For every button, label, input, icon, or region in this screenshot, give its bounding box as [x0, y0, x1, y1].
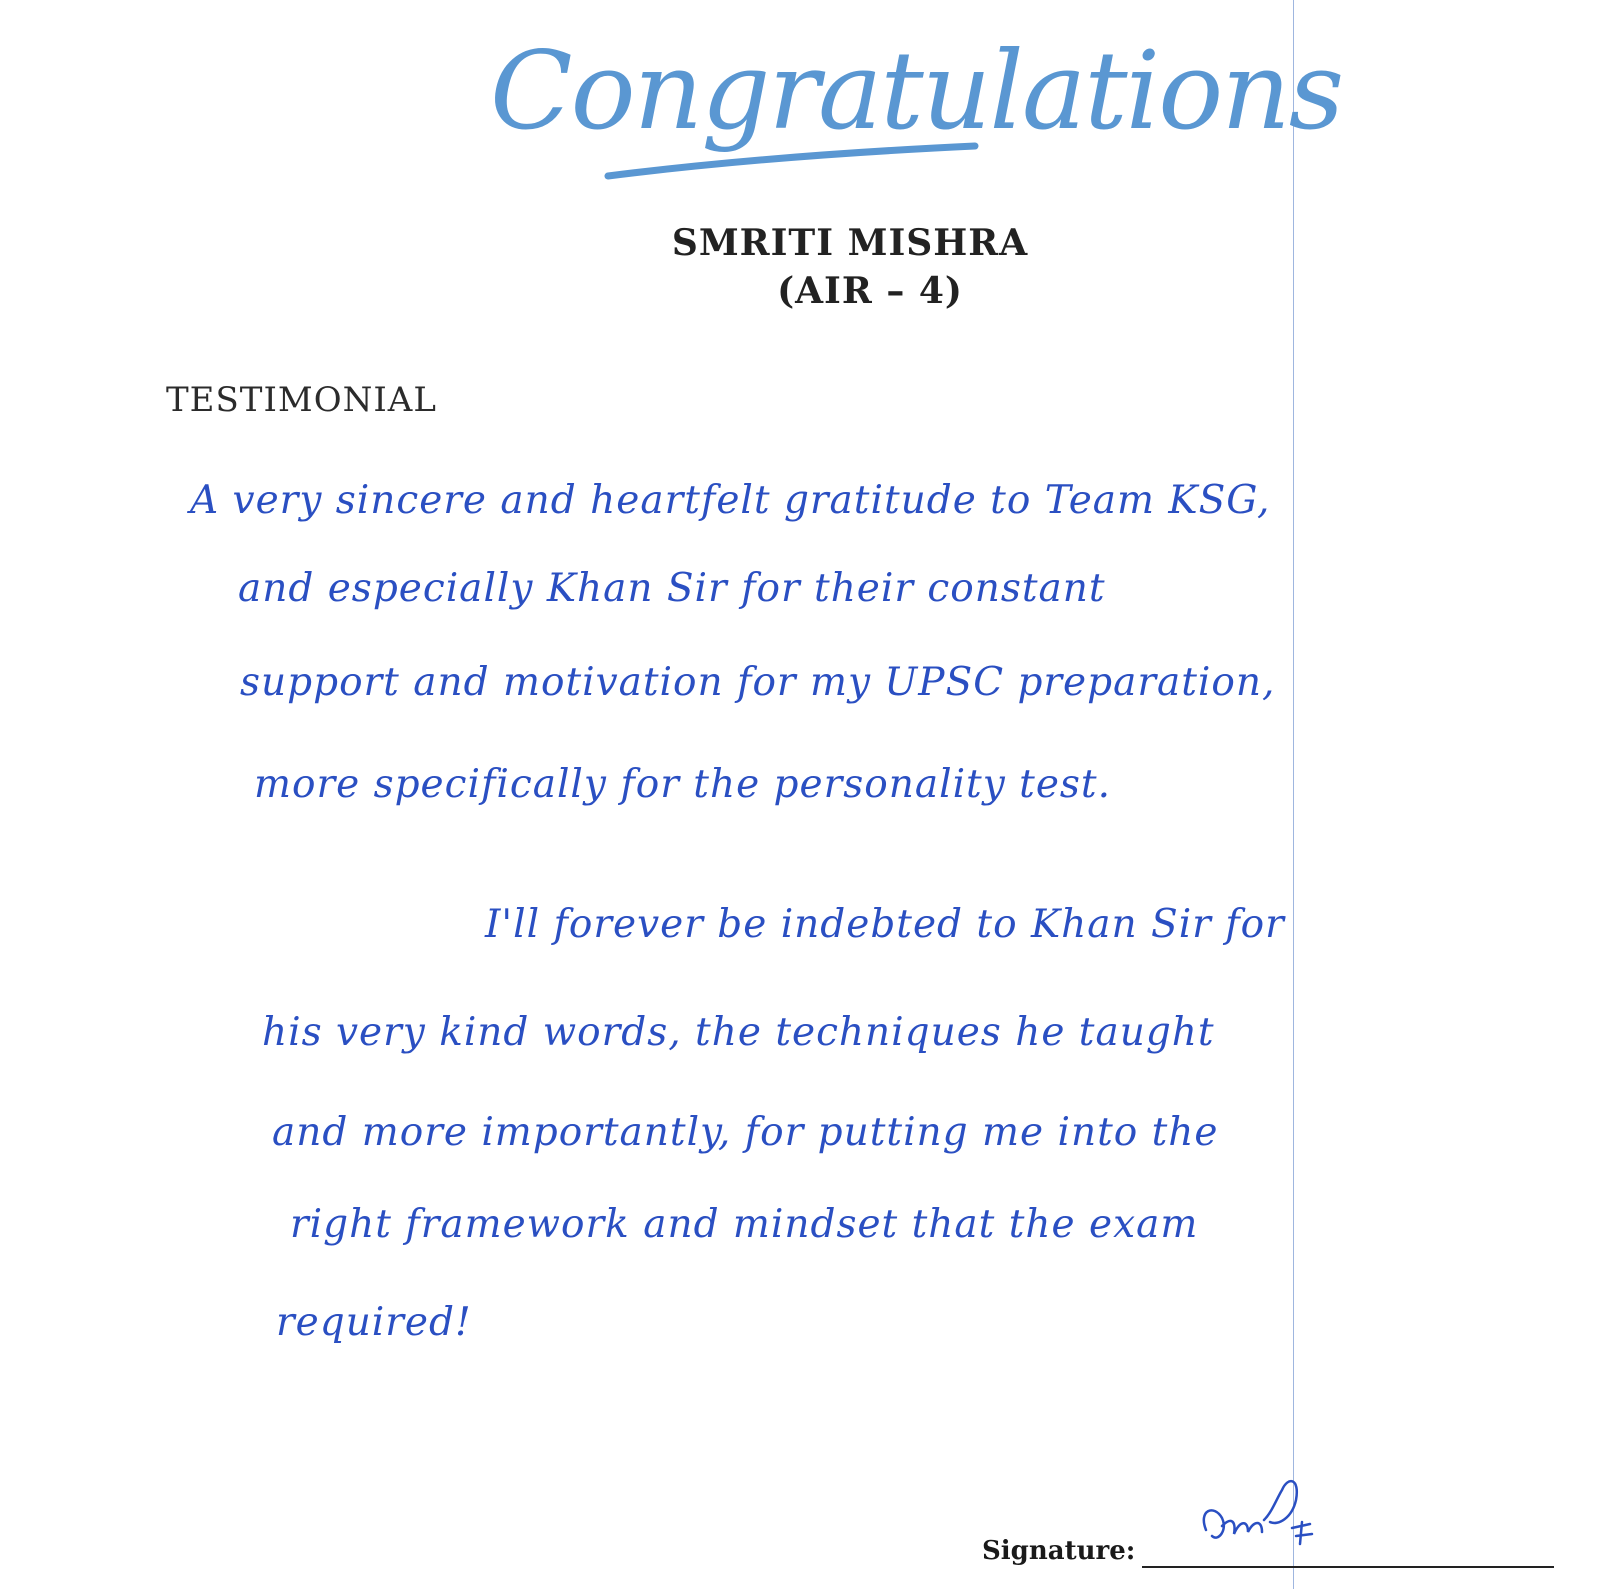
signature-row [982, 1500, 1562, 1566]
signature-label: Signature: [982, 1536, 1136, 1566]
margin-rule [1293, 0, 1294, 1589]
testimonial-line: I'll forever be indebted to Khan Sir for [485, 902, 1285, 947]
testimonial-line: support and motivation for my UPSC preparation, [240, 660, 1276, 705]
testimonial-line: required! [276, 1300, 472, 1345]
testimonial-line: A very sincere and heartfelt gratitude to Team KSG, [190, 478, 1271, 523]
testimonial-line: and more importantly, for putting me into the [272, 1110, 1219, 1155]
testimonial-line: right framework and mindset that the exam [290, 1202, 1199, 1247]
testimonial-line: more specifically for the personality test. [254, 762, 1111, 807]
handwritten-signature [1192, 1470, 1332, 1570]
congratulations-lettering [490, 0, 1343, 200]
testimonial-line: his very kind words, the techniques he taught [262, 1010, 1215, 1055]
testimonial-line: and especially Khan Sir for their constant [238, 566, 1106, 611]
congratulations-heading [490, 0, 1343, 200]
signature-scribble [1192, 1470, 1332, 1570]
candidate-block [640, 222, 1060, 312]
candidate-name: SMRITI MISHRA [671, 222, 1029, 264]
testimonial-label: TESTIMONIAL [166, 380, 437, 420]
candidate-rank: (AIR – 4) [777, 270, 963, 312]
congratulations-text: Congratulations [490, 29, 1343, 154]
